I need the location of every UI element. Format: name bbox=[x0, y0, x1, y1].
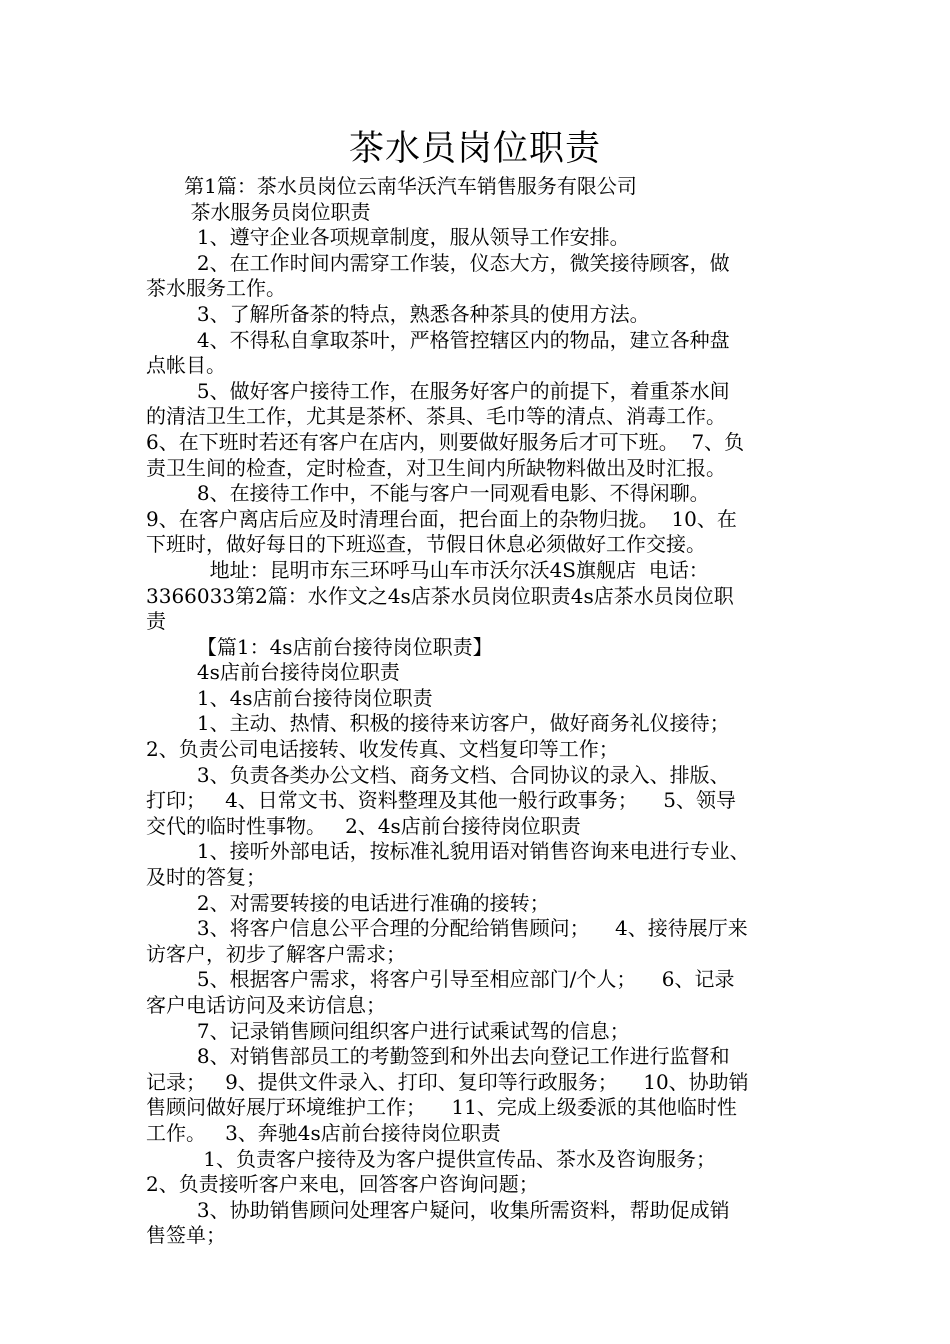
text-line: 售顾问做好展厅环境维护工作； 11、完成上级委派的其他临时性 bbox=[146, 1095, 737, 1120]
text-line: 的清洁卫生工作，尤其是茶杯、茶具、毛巾等的清点、消毒工作。 bbox=[146, 404, 726, 429]
text-line: 6、在下班时若还有客户在店内，则要做好服务后才可下班。 7、负 bbox=[146, 429, 745, 454]
text-line: 下班时，做好每日的下班巡查，节假日休息必须做好工作交接。 bbox=[146, 532, 706, 557]
text-line: 第1篇：茶水员岗位云南华沃汽车销售服务有限公司 bbox=[146, 174, 637, 198]
text-line: 7、记录销售顾问组织客户进行试乘试驾的信息； bbox=[146, 1018, 630, 1043]
document-body bbox=[146, 174, 814, 1249]
text-line: 9、在客户离店后应及时清理台面，把台面上的杂物归拢。 10、在 bbox=[146, 506, 737, 531]
text-line: 责卫生间的检查，定时检查，对卫生间内所缺物料做出及时汇报。 bbox=[146, 455, 726, 480]
text-line: 3、协助销售顾问处理客户疑问，收集所需资料，帮助促成销 bbox=[146, 1197, 730, 1222]
text-line: 访客户，初步了解客户需求； bbox=[146, 941, 406, 966]
text-line: 3、将客户信息公平合理的分配给销售顾问； 4、接待展厅来 bbox=[146, 916, 748, 941]
text-line: 2、在工作时间内需穿工作装，仪态大方，微笑接待顾客，做 bbox=[146, 250, 730, 275]
text-line: 茶水服务员岗位职责 bbox=[146, 199, 371, 224]
text-line: 责 bbox=[146, 609, 166, 634]
text-line: 客户电话访问及来访信息； bbox=[146, 993, 386, 1017]
text-line: 售签单； bbox=[146, 1223, 226, 1248]
text-line: 3366033第2篇：水作文之4s店茶水员岗位职责4s店茶水员岗位职 bbox=[146, 583, 734, 608]
text-line: 交代的临时性事物。 2、4s店前台接待岗位职责 bbox=[146, 813, 581, 838]
text-line: 2、负责接听客户来电，回答客户咨询问题； bbox=[146, 1172, 539, 1197]
text-line: 及时的答复； bbox=[146, 865, 266, 890]
text-line: 8、对销售部员工的考勤签到和外出去向登记工作进行监督和 bbox=[146, 1044, 730, 1069]
text-line: 4s店前台接待岗位职责 bbox=[146, 660, 400, 685]
text-line: 打印； 4、日常文书、资料整理及其他一般行政事务； 5、领导 bbox=[146, 788, 736, 813]
text-line: 1、接听外部电话，按标准礼貌用语对销售咨询来电进行专业、 bbox=[146, 839, 750, 864]
text-line: 地址：昆明市东三环呼马山车市沃尔沃4S旗舰店 电话： bbox=[146, 557, 709, 582]
text-line: 4、不得私自拿取茶叶，严格管控辖区内的物品，建立各种盘 bbox=[146, 327, 730, 352]
text-line: 1、负责客户接待及为客户提供宣传品、茶水及咨询服务； bbox=[146, 1146, 716, 1171]
text-line: 5、根据客户需求，将客户引导至相应部门/个人； 6、记录 bbox=[146, 967, 735, 992]
text-line: 工作。 3、奔驰4s店前台接待岗位职责 bbox=[146, 1120, 501, 1145]
text-line: 3、了解所备茶的特点，熟悉各种茶具的使用方法。 bbox=[146, 301, 650, 326]
text-line: 茶水服务工作。 bbox=[146, 276, 286, 301]
text-line: 5、做好客户接待工作，在服务好客户的前提下，着重茶水间 bbox=[146, 378, 730, 403]
text-line: 2、负责公司电话接转、收发传真、文档复印等工作； bbox=[146, 737, 619, 762]
text-line: 记录； 9、提供文件录入、打印、复印等行政服务； 10、协助销 bbox=[146, 1069, 749, 1094]
text-line: 1、主动、热情、积极的接待来访客户，做好商务礼仪接待； bbox=[146, 711, 730, 736]
text-line: 8、在接待工作中，不能与客户一同观看电影、不得闲聊。 bbox=[146, 481, 710, 506]
text-line: 【篇1：4s店前台接待岗位职责】 bbox=[146, 634, 493, 659]
text-line: 1、4s店前台接待岗位职责 bbox=[146, 685, 433, 710]
document-title: 茶水员岗位职责 bbox=[348, 129, 601, 169]
text-line: 1、遵守企业各项规章制度，服从领导工作安排。 bbox=[146, 225, 630, 250]
text-line: 2、对需要转接的电话进行准确的接转； bbox=[146, 890, 550, 915]
text-line: 点帐目。 bbox=[146, 353, 226, 378]
text-line: 3、负责各类办公文档、商务文档、合同协议的录入、排版、 bbox=[146, 762, 730, 787]
